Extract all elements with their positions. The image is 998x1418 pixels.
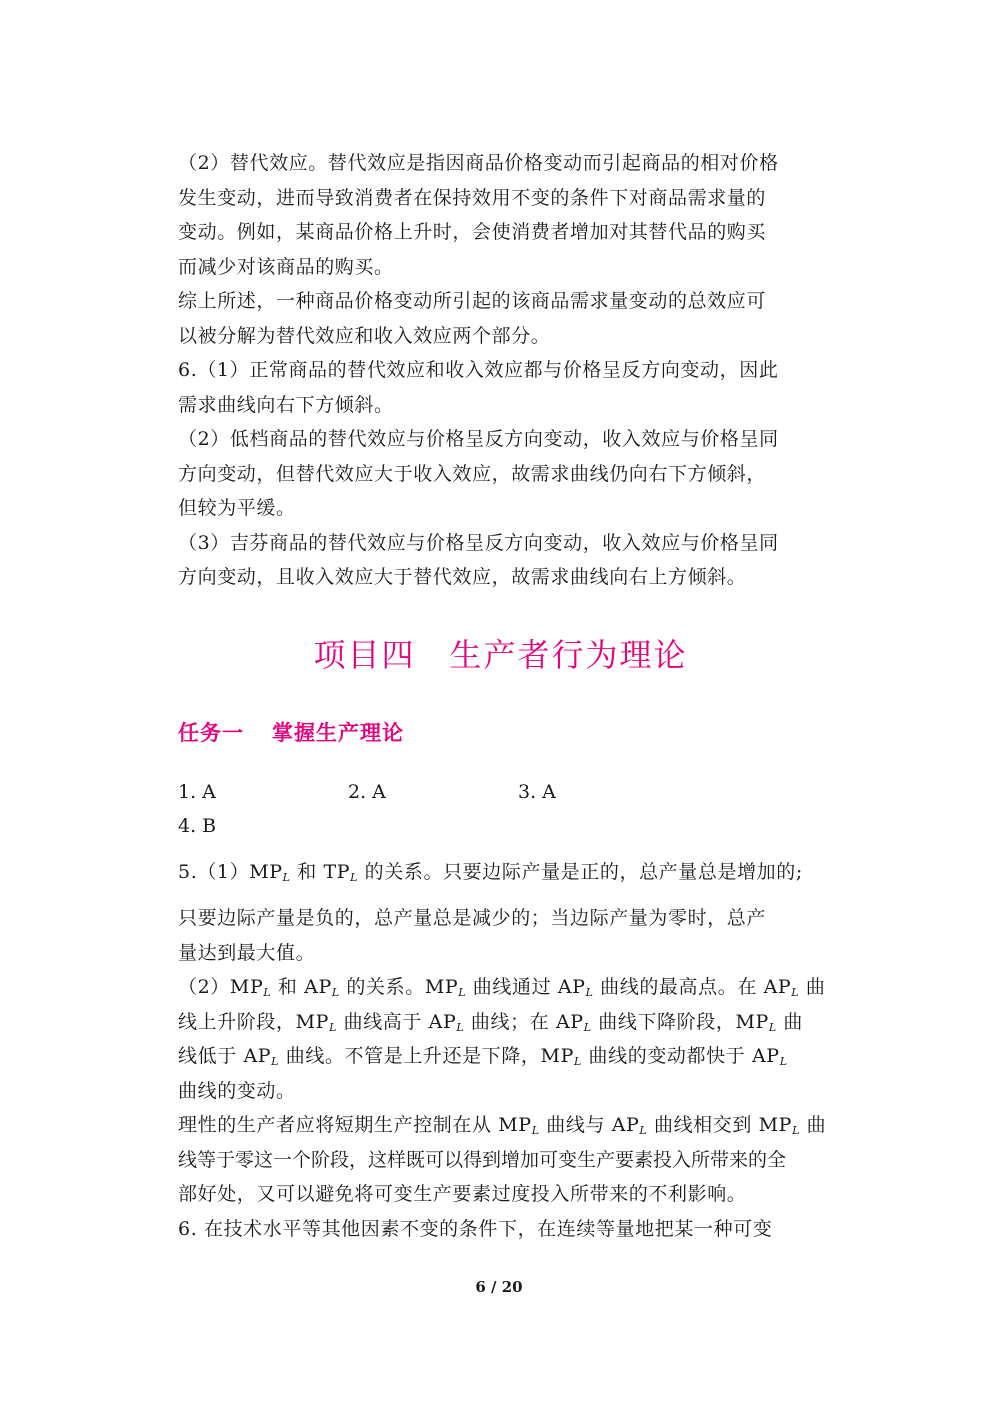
answer-2: 2. A <box>348 780 386 803</box>
text-line: 以被分解为替代效应和收入效应两个部分。 <box>178 324 551 347</box>
text-line: 方向变动，但替代效应大于收入效应，故需求曲线仍向右下方倾斜， <box>178 462 767 485</box>
page-content <box>178 146 827 1246</box>
q5-p2-line-3: 线低于 $AP_L$ 曲线。不管是上升还是下降，$MP_L$ 曲线的变动都快于 $AP_L$ <box>178 1045 788 1068</box>
q5-line-3: 量达到最大值。 <box>178 941 316 964</box>
section-title <box>178 631 823 679</box>
text-line: 发生变动，进而导致消费者在保持效用不变的条件下对商品需求量的 <box>178 186 767 209</box>
text-line: （2）替代效应。替代效应是指因商品价格变动而引起商品的相对价格 <box>178 152 779 174</box>
q5-p2-line-2: 线上升阶段，$MP_L$ 曲线高于 $AP_L$ 曲线；在 $AP_L$ 曲线下降阶段，$MP_L$ 曲 <box>178 1010 804 1034</box>
task-title-right: 掌握生产理论 <box>272 720 404 745</box>
task-title <box>178 715 823 751</box>
text-line: 综上所述，一种商品价格变动所引起的该商品需求量变动的总效应可 <box>178 290 767 312</box>
q6-line: 6. 在技术水平等其他因素不变的条件下，在连续等量地把某一种可变 <box>178 1217 773 1240</box>
text-line: （3）吉芬商品的替代效应与价格呈反方向变动，收入效应与价格呈同 <box>178 531 779 554</box>
page-number: 6 / 20 <box>475 1278 523 1296</box>
q5-line-1: $5.(1)MP_L$ 和 $TP_L$ 的关系。只要边际产量是正的，总产量总是增加的; <box>178 860 803 884</box>
answer-4: 4. B <box>178 814 217 837</box>
section-title-right: 生产者行为理论 <box>449 635 688 674</box>
text-line: 而减少对该商品的购买。 <box>178 255 394 278</box>
answer-row <box>178 775 823 809</box>
text-line: 变动。例如，某商品价格上升时，会使消费者增加对其替代品的购买 <box>178 221 767 243</box>
q5-p2-line-4: 曲线的变动。 <box>178 1079 296 1102</box>
answer-list <box>178 775 823 843</box>
text-line: 需求曲线向右下方倾斜。 <box>178 393 394 416</box>
answer-3: 3. A <box>518 780 556 803</box>
q5-p2-line-1: $(2)MP_L$ 和 $AP_L$ 的关系。$MP_L$ 曲线通过 $AP_L$ 曲线的最高点。在 $AP_L$ 曲 <box>178 976 826 999</box>
text-line: 6.（1）正常商品的替代效应和收入效应都与价格呈反方向变动，因此 <box>178 359 779 381</box>
q5-line-2: 只要边际产量是负的，总产量总是减少的；当边际产量为零时，总产 <box>178 907 767 929</box>
answer-1: 1. A <box>178 780 216 803</box>
task-title-left: 任务一 <box>178 720 244 745</box>
q5-p3-line-3: 部好处，又可以避免将可变生产要素过度投入所带来的不利影响。 <box>178 1183 747 1205</box>
q5-p3-line-1: 理性的生产者应将短期生产控制在从 $MP_L$ 曲线与 $AP_L$ 曲线相交到 $MP_L$ 曲 <box>178 1114 827 1137</box>
section-title-left: 项目四 <box>313 635 416 674</box>
text-line: 但较为平缓。 <box>178 497 296 519</box>
text-line: 方向变动，且收入效应大于替代效应，故需求曲线向右上方倾斜。 <box>178 566 747 588</box>
text-line: （2）低档商品的替代效应与价格呈反方向变动，收入效应与价格呈同 <box>178 428 779 450</box>
answer-row <box>178 809 823 843</box>
q5-p3-line-2: 线等于零这一个阶段，这样既可以得到增加可变生产要素投入所带来的全 <box>178 1148 787 1171</box>
